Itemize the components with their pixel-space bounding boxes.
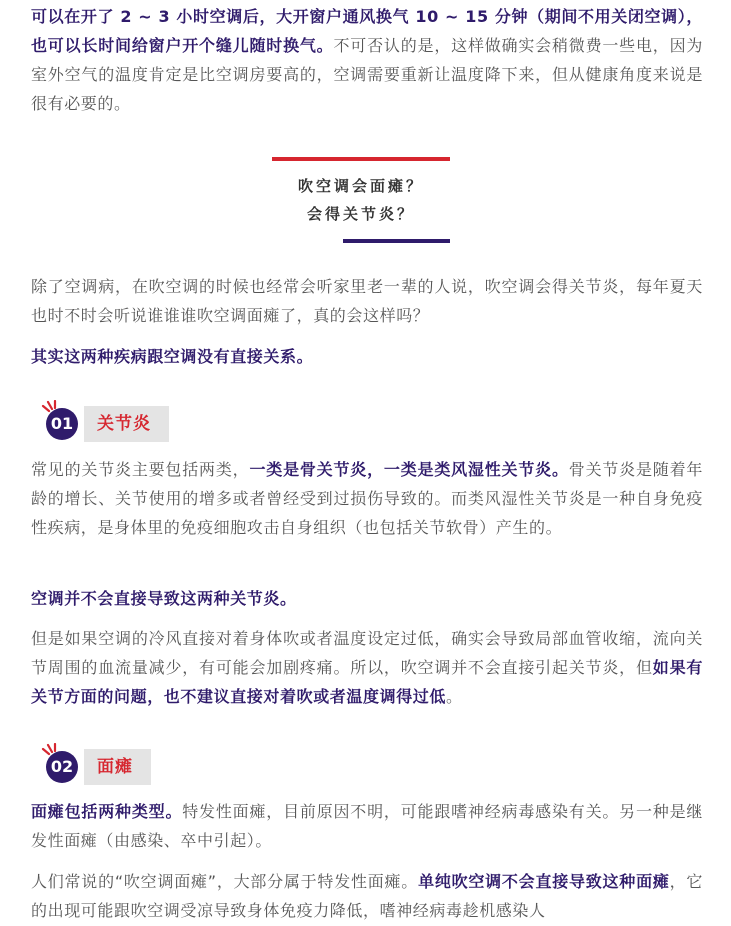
section-label: 面瘫	[84, 749, 151, 785]
paragraph-ventilation-rest: 不可否认的是，这样做确实会稍微费一些电，因为室外空气的温度肯定是比空调房要高的，空调需要重新让温度降下来，但从健康角度来说是很有必要的。	[31, 36, 703, 113]
title-line-2: 会得关节炎？	[306, 205, 415, 223]
highlight-advice: 如果有关节方面的问题，也不建议直接对着吹或者温度调得过低	[31, 658, 703, 706]
section-heading-arthritis	[40, 400, 180, 448]
paragraph-ventilation	[31, 2, 703, 118]
highlight-palsy-types: 面瘫包括两种类型。	[31, 802, 183, 821]
paragraph-cold-air-effect	[31, 624, 703, 711]
paragraph-ac-facial-palsy	[31, 867, 703, 925]
text-segment: 常见的关节炎主要包括两类，	[31, 460, 250, 479]
text-segment: 。	[446, 687, 463, 706]
highlight-ac-not-cause-palsy: 单纯吹空调不会直接导致这种面瘫	[418, 872, 670, 891]
title-line-1: 吹空调会面瘫？	[297, 177, 424, 195]
text-segment: 但是如果空调的冷风直接对着身体吹或者温度设定过低，确实会导致局部血管收缩，流向关节周围的血流量减少，有可能会加剧疼痛。所以，吹空调并不会直接引起关节炎，但	[31, 629, 703, 677]
paragraph-arthritis-types	[31, 455, 703, 542]
text-segment: 特发性面瘫，目前原因不明，可能跟嗜神经病毒感染有关。另一种是继发性面瘫（由感染、卒中引起）。	[31, 802, 703, 850]
section-number-badge: 01	[46, 408, 78, 440]
highlight-ventilation-tip: 可以在开了 2 ~ 3 小时空调后，大开窗户通风换气 10 ~ 15 分钟（期间不用关闭空调），也可以长时间给窗户开个缝儿随时换气。	[31, 7, 703, 55]
title-bottom-bar	[343, 239, 450, 243]
paragraph-no-direct-relation: 其实这两种疾病跟空调没有直接关系。	[31, 347, 314, 366]
section-number-badge: 02	[46, 751, 78, 783]
highlight-arthritis-types: 一类是骨关节炎，一类是类风湿性关节炎。	[249, 460, 569, 479]
text-segment: 人们常说的“吹空调面瘫”，大部分属于特发性面瘫。	[31, 872, 419, 891]
text-segment: 骨关节炎是随着年龄的增长、关节使用的增多或者曾经受到过损伤导致的。而类风湿性关节炎是一种自身免疫性疾病，是身体里的免疫细胞攻击自身组织（也包括关节软骨）产生的。	[31, 460, 703, 537]
section-heading-facial-palsy	[40, 743, 180, 791]
title-top-bar	[272, 157, 450, 161]
paragraph-facial-palsy-types	[31, 797, 703, 855]
text-segment: ，它的出现可能跟吹空调受凉导致身体免疫力降低，嗜神经病毒趁机感染人	[31, 872, 703, 920]
paragraph-intro: 除了空调病，在吹空调的时候也经常会听家里老一辈的人说，吹空调会得关节炎，每年夏天也时不时会听说谁谁谁吹空调面瘫了，真的会这样吗？	[31, 277, 703, 325]
section-label: 关节炎	[84, 406, 169, 442]
paragraph-ac-not-cause-arthritis: 空调并不会直接导致这两种关节炎。	[31, 589, 297, 608]
section-title-block	[272, 155, 450, 245]
